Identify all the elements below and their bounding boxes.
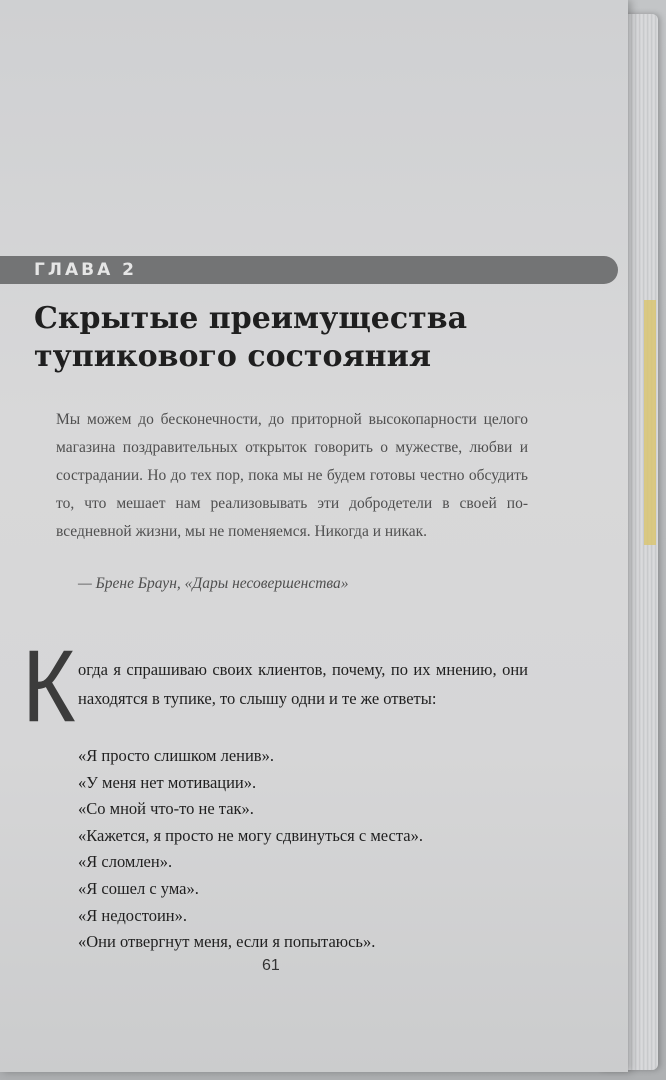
quote-item: «Я сошел с ума». [78, 878, 199, 898]
quote-item: «Я просто слишком ленив». [78, 746, 274, 765]
epigraph-text: Мы можем до бесконечности, до приторной высокопарности целого магазина поздравительных открыток говорить о мужестве, любви и сострадании. Но до тех пор, пока мы не будем готовы честно обсудить то, что мешает нам реализовывать эти добродетели в своей повседневной жизни, мы не поменяемся. Никогда и никак. [56, 411, 528, 540]
quote-item: «Они отвергнут меня, если я попытаюсь». [78, 932, 376, 952]
chapter-label: ГЛАВА 2 [34, 260, 137, 280]
chapter-title-line-2: тупикового состояния [34, 339, 432, 374]
chapter-title-line-1: Скрытые преимущества [34, 301, 468, 336]
quote-item: «Кажется, я просто не могу сдвинуться с места». [78, 825, 423, 845]
quote-item: «У меня нет мотивации». [78, 772, 257, 792]
chapter-title [34, 300, 594, 376]
bookmark-tab [644, 300, 656, 545]
body-intro: огда я спрашиваю своих клиентов, почему, по их мнению, они находятся в тупике, то слышу одни и те же ответы: [78, 660, 528, 708]
quote-item: «Я сломлен». [78, 852, 173, 872]
epigraph-source: — Брене Браун, «Дары несовершенства» [78, 575, 349, 592]
page-number: 61 [262, 957, 280, 974]
drop-cap: К [22, 629, 76, 743]
quote-list [78, 743, 548, 956]
quote-item: «Я недостоин». [78, 905, 187, 925]
chapter-bar [0, 256, 618, 284]
quote-item: «Со мной что-то не так». [78, 799, 254, 819]
